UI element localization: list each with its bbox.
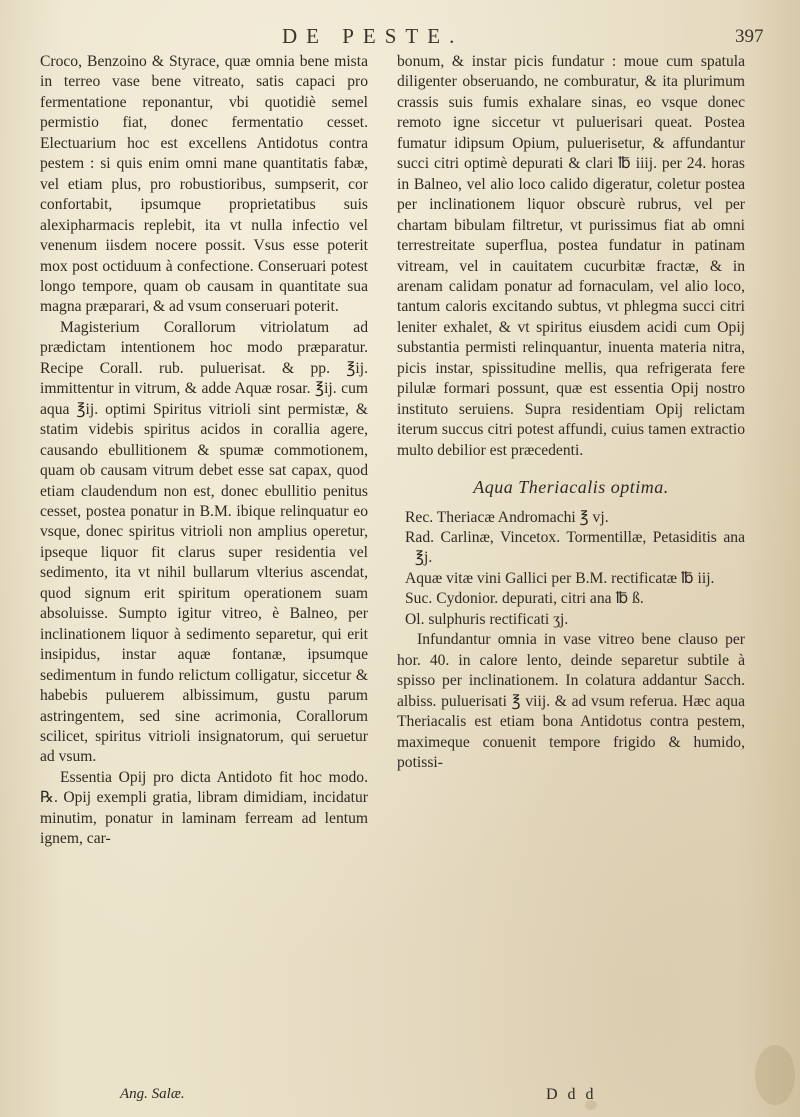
running-title: DE PESTE. xyxy=(282,24,464,48)
recipe-line: Aquæ vitæ vini Gallici per B.M. rectificatæ ℔ iij. xyxy=(405,569,715,587)
paragraph: Croco, Benzoino & Styrace, quæ omnia bene mista in terreo vase bene vitreato, satis capaci pro fermentatione reponantur, vbi quotidiè semel permistio fiat, donec fermentatio cesset. Electuarium hoc est excellens Antidotus contra pestem : si quis enim omni mane quantitatis fabæ, vel etiam plus, pro robustioribus, sumpserit, cor confortabit, ipsumque proprietatibus suis alexipharmacis replebit, ita vt nulla infectio vel venenum iisdem nocere possit. Vsus esse poterit mox post octiduum à confectione. Conseruari potest longo tempore, quam ob causam in quantitate sua magna præparari, & ad vsum conseruari poterit. xyxy=(40,53,368,316)
recipe-line: Rec. Theriacæ Andromachi ℥ vj. xyxy=(405,508,609,526)
running-head xyxy=(0,22,800,54)
paragraph: bonum, & instar picis fundatur : moue cum spatula diligenter obseruando, ne comburatur, & ita plurimum crassis suis fumis exhalare sinas, eo vsque donec remoto igne siccetur vt puluerisari queat. Postea fumatur idipsum Opium, puluerisetur, & affundantur succi citri optimè depurati & clari ℔ iiij. per 24. horas in Balneo, vel alio loco calido digeratur, coletur postea per inclinationem liquor obscurè rubrus, vel per chartam bibulam filtretur, vt purissimus fiat ab omni terrestreitate superflua, postea fundatur in patinam vitream, vel in cauitatem cucurbitæ fractæ, & in arenam calidam ponatur ad fornaculam, vel alio loco, tantum caloris excitando subtus, vt phlegma succi citri leniter exhalet, & vt spiritus eiusdem acidi cum Opij substantia permisti relinquantur, inuenta materia nitra, picis instar, spissitudine mellis, qua refrigerata fere pilulæ formari possunt, quæ est essentia Opij nostro instituto seruiens. Supra residentiam Opij relictam iterum succus citri potest affundi, cuius tamen extractio multo debilior est præcedenti. xyxy=(397,53,745,459)
section-heading: Aqua Theriacalis optima. xyxy=(473,477,669,498)
right-column xyxy=(397,52,745,773)
left-column xyxy=(40,52,368,850)
paper-stain xyxy=(755,1045,795,1105)
recipe-line: Suc. Cydonior. depurati, citri ana ℔ ß. xyxy=(405,590,644,608)
signature-mark: D d d xyxy=(546,1086,597,1103)
paragraph: Essentia Opij pro dicta Antidoto fit hoc modo. ℞. Opij exempli gratia, libram dimidiam, incidatur minutim, ponatur in laminam ferream ad lentum ignem, car- xyxy=(40,768,368,848)
catchword: Ang. Salæ. xyxy=(120,1086,185,1102)
page-number: 397 xyxy=(735,26,764,47)
recipe-line: Ol. sulphuris rectificati ʒj. xyxy=(405,610,569,628)
paragraph: Magisterium Corallorum vitriolatum ad prædictam intentionem hoc modo præparatur. Recipe Corall. rub. puluerisat. & pp. ℥ij. immittentur in vitrum, & adde Aquæ rosar. ℥ij. cum aqua ℥ij. optimi Spiritus vitrioli sint permistæ, & statim videbis spiritus acidos in corallia agere, causando ebullitionem & spumæ commotionem, quam ob causam vitrum debet esse sat capax, quod etiam claudendum non est, donec ebullitio penitus cesset, postea ponatur in B.M. ibique relinquatur eo vsque, donec spiritus vitrioli non amplius operetur, ipseque liquor fit clarus super residentia vel sedimento, ita vt nihil bullarum vlterius ascendat, quod signum erit spiritum operationem suam absoluisse. Sumpto igitur vitreo, è Balneo, per inclinationem liquor à sedimento separetur, qui erit insipidus, instar aquæ fontanæ, ipsumque sedimentum in fundo relictum colligatur, siccetur & habebis puluerem albissimum, gustu parum astringentem, sed sine acrimonia, Corallorum scilicet, spiritus vitrioli insignatorum, qui seruetur ad vsum. xyxy=(40,318,368,766)
recipe-line: Rad. Carlinæ, Vincetox. Tormentillæ, Petasiditis ana ℥j. xyxy=(405,528,745,567)
paragraph: Infundantur omnia in vase vitreo bene clauso per hor. 40. in calore lento, deinde separetur subtile à spisso per inclinationem. In colatura addantur Sacch. albiss. puluerisati ℥ viij. & ad vsum referua. Hæc aqua Theriacalis est etiam bona Antidotus contra pestem, maximeque conuenit tempore frigido & humido, potissi- xyxy=(397,631,745,771)
